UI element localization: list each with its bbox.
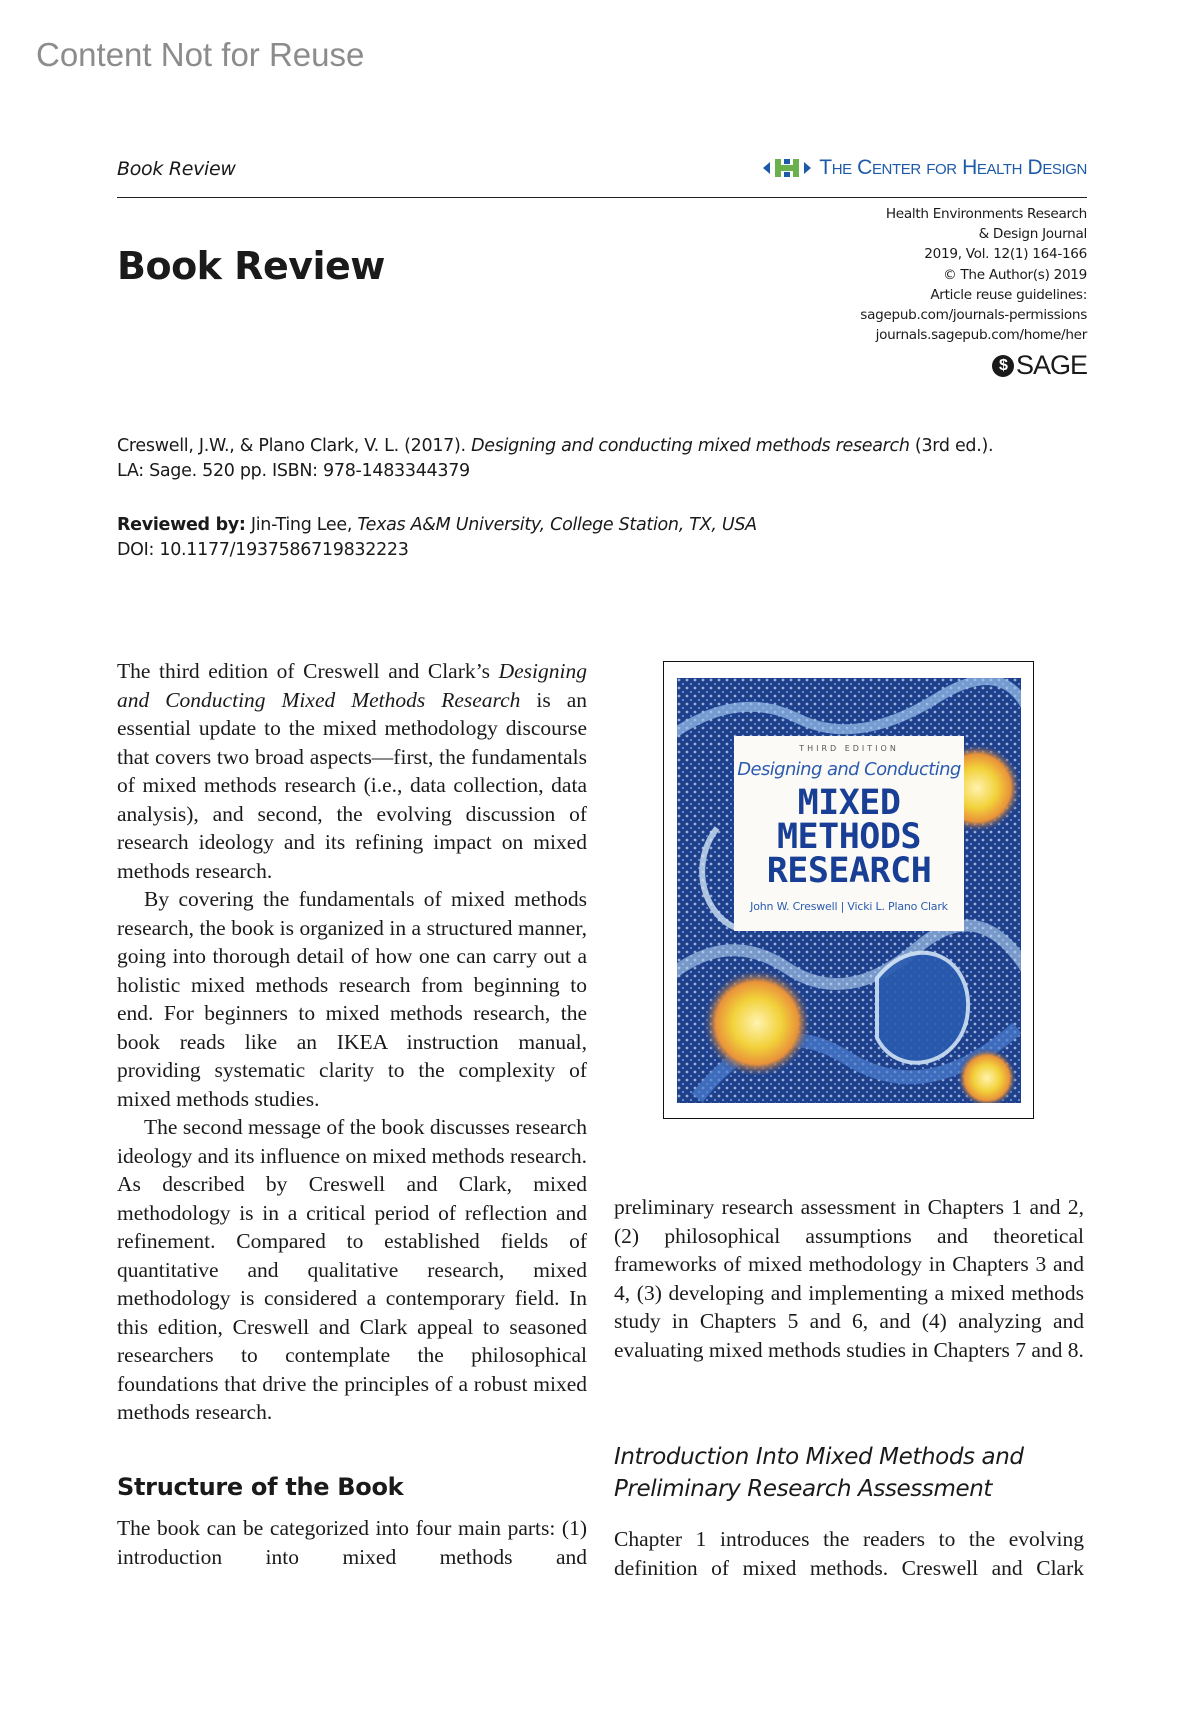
- header-rule: [117, 197, 1087, 198]
- right-column-top: [614, 1193, 1084, 1364]
- paragraph-4-continued: preliminary research assessment in Chapters 1 and 2, (2) philosophical assumptions and theoretical frameworks of mixed methodology in Chapters 3 and 4, (3) developing and implementing a mixed methods study in Chapters 5 and 6, and (4) analyzing and evaluating mixed methods studies in Chapters 7 and 8.: [614, 1195, 1084, 1362]
- cover-main-title: [734, 783, 964, 891]
- cover-authors: John W. Creswell | Vicki L. Plano Clark: [750, 900, 948, 913]
- journal-name-line-2: & Design Journal: [978, 226, 1087, 243]
- journal-homepage-link[interactable]: journals.sagepub.com/home/her: [875, 327, 1087, 344]
- paragraph-5: Chapter 1 introduces the readers to the evolving definition of mixed methods. Creswell and Clark: [614, 1527, 1084, 1580]
- running-head: Book Review: [117, 158, 236, 180]
- subsection-heading: Introduction Into Mixed Methods and Preliminary Research Assessment: [614, 1444, 1024, 1502]
- right-column-bottom: [614, 1525, 1084, 1582]
- reviewer-affiliation: Texas A&M University, College Station, TX, USA: [357, 515, 757, 535]
- reviewer-name: Jin-Ting Lee,: [245, 515, 358, 535]
- journal-name-line-1: Health Environments Research: [885, 206, 1087, 222]
- cover-main-line-3: RESEARCH: [766, 851, 932, 891]
- citation-publisher: LA: Sage. 520 pp. ISBN: 978-1483344379: [117, 461, 470, 481]
- cover-main-line-1: MIXED: [797, 783, 901, 823]
- cover-edition: THIRD EDITION: [799, 744, 899, 753]
- doi[interactable]: DOI: 10.1177/1937586719832223: [117, 540, 409, 560]
- cover-main-line-2: METHODS: [776, 817, 921, 857]
- paragraph-1: [117, 657, 587, 885]
- reviewer-label: Reviewed by:: [117, 515, 246, 535]
- paragraph-1-book-title: Designing and Conducting Mixed Methods Research: [117, 659, 587, 712]
- paragraph-1-start: The third edition of Creswell and Clark’s: [117, 659, 499, 683]
- permissions-link[interactable]: sagepub.com/journals-permissions: [860, 307, 1087, 324]
- page-title: Book Review: [117, 244, 385, 288]
- copyright: © The Author(s) 2019: [943, 266, 1087, 283]
- book-cover-image: [677, 678, 1021, 1103]
- reviewer-block: [117, 513, 1017, 563]
- publisher-logo: [761, 155, 1087, 181]
- journal-meta: [860, 204, 1087, 345]
- journal-volume: 2019, Vol. 12(1) 164-166: [924, 246, 1087, 263]
- left-column: [117, 657, 587, 1427]
- citation-authors: Creswell, J.W., & Plano Clark, V. L. (2017).: [117, 436, 472, 456]
- paragraph-2: By covering the fundamentals of mixed methods research, the book is organized in a structured manner, going into thorough detail of how one can carry out a holistic mixed methods research from beginning to end. For beginners to mixed methods research, the book reads like an IKEA instruction manual, providing systematic clarity to the complexity of mixed methods studies.: [117, 887, 587, 1111]
- paragraph-1-end: is an essential update to the mixed methodology discourse that covers two broad aspects—first, the fundamentals of mixed methods research (i.e., data collection, data analysis), and second, the evolving discussion of research ideology and its refining impact on mixed methods research.: [117, 687, 587, 883]
- section-heading: Structure of the Book: [117, 1473, 404, 1501]
- watermark: Content Not for Reuse: [36, 36, 365, 73]
- citation-edition: (3rd ed.).: [909, 436, 994, 456]
- paragraph-4: [117, 1514, 587, 1571]
- sage-logo: [992, 350, 1087, 381]
- sage-logo-text: SAGE: [1015, 350, 1087, 380]
- cover-title-panel: [734, 736, 964, 931]
- citation-book-title: Designing and conducting mixed methods research: [471, 436, 910, 456]
- paragraph-3: The second message of the book discusses research ideology and its influence on mixed methods research. As described by Creswell and Clark, mixed methodology is in a critical period of reflection and refinement. Compared to established fields of quantitative and qualitative research, mixed methodology is considered a contemporary field. In this edition, Creswell and Clark appeal to seasoned researchers to contemplate the philosophical foundations that drive the principles of a robust mixed methods research.: [117, 1115, 587, 1424]
- cover-subtitle: Designing and Conducting: [737, 759, 961, 780]
- paragraph-4-text: The book can be categorized into four main parts: (1) introduction into mixed methods and: [117, 1516, 587, 1569]
- reuse-guidelines-label: Article reuse guidelines:: [930, 286, 1087, 303]
- sage-coin-icon: $: [992, 355, 1014, 377]
- book-citation: [117, 434, 1017, 484]
- center-for-health-design-logo-icon: [761, 155, 813, 181]
- publisher-name: The Center for Health Design: [819, 156, 1087, 179]
